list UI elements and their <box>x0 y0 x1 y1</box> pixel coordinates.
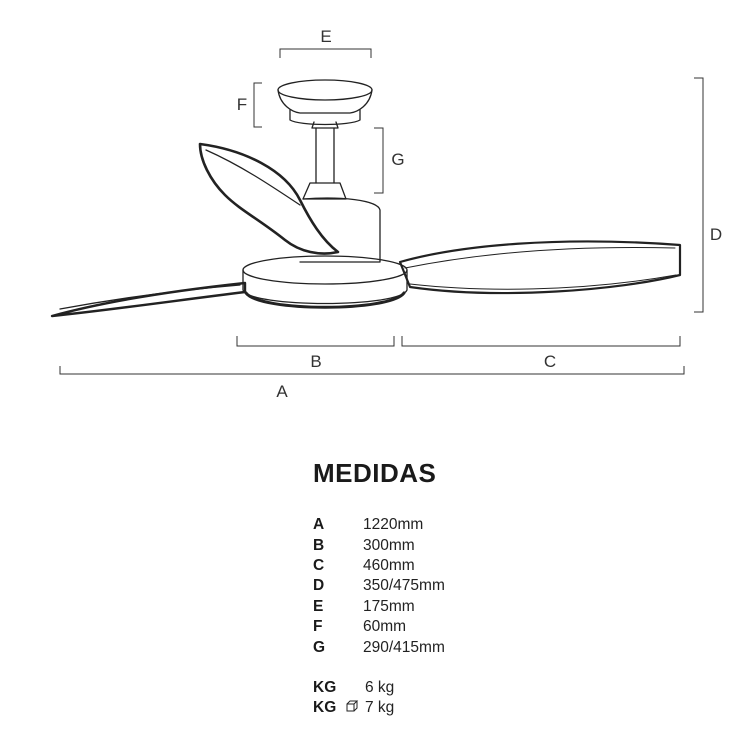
dim-g-line <box>374 128 383 193</box>
box-icon <box>345 699 365 718</box>
dim-c-label: C <box>543 352 557 371</box>
weight-key: KG <box>313 699 337 717</box>
spec-key: C <box>313 556 325 574</box>
dim-e-line <box>280 49 371 58</box>
dim-a-label: A <box>276 382 288 401</box>
spec-key: F <box>313 618 323 636</box>
spec-value: 300mm <box>363 536 415 554</box>
spec-row <box>313 617 613 637</box>
spec-key: D <box>313 577 325 595</box>
spec-row <box>313 637 613 657</box>
spec-row <box>313 556 613 576</box>
spec-value: 290/415mm <box>363 638 445 656</box>
spec-row <box>313 515 613 535</box>
blade-right <box>400 241 680 293</box>
dim-a-line <box>60 366 684 374</box>
motor-neck <box>303 183 346 199</box>
weight-value: 7 kg <box>365 699 395 717</box>
light-body <box>243 256 407 307</box>
spec-row <box>313 535 613 555</box>
weight-row-net <box>313 678 613 698</box>
dim-g-label: G <box>391 150 405 169</box>
downrod <box>316 128 334 183</box>
spec-key: E <box>313 597 324 615</box>
spec-row <box>313 597 613 617</box>
blade-left-lower <box>52 283 245 316</box>
dim-b-label: B <box>310 352 322 371</box>
spec-value: 350/475mm <box>363 577 445 595</box>
dim-f-label: F <box>236 95 248 114</box>
spec-value: 175mm <box>363 597 415 615</box>
weight-row-gross <box>313 698 613 718</box>
spec-value: 60mm <box>363 618 407 636</box>
specs-title: MEDIDAS <box>313 458 437 488</box>
spec-value: 460mm <box>363 556 415 574</box>
spec-value: 1220mm <box>363 516 424 534</box>
dim-b-line <box>237 336 394 346</box>
spec-row <box>313 576 613 596</box>
ceiling-canopy <box>278 80 372 128</box>
weight-value: 6 kg <box>365 678 395 696</box>
dim-d-label: D <box>709 225 723 244</box>
spec-key: B <box>313 536 325 554</box>
weight-key: KG <box>313 678 337 696</box>
dim-f-line <box>254 83 262 127</box>
specs-panel <box>313 458 613 719</box>
dim-c-line <box>402 336 680 346</box>
spec-key: G <box>313 638 326 656</box>
dim-e-label: E <box>320 27 332 46</box>
dim-d-line <box>694 78 703 312</box>
spec-key: A <box>313 516 325 534</box>
